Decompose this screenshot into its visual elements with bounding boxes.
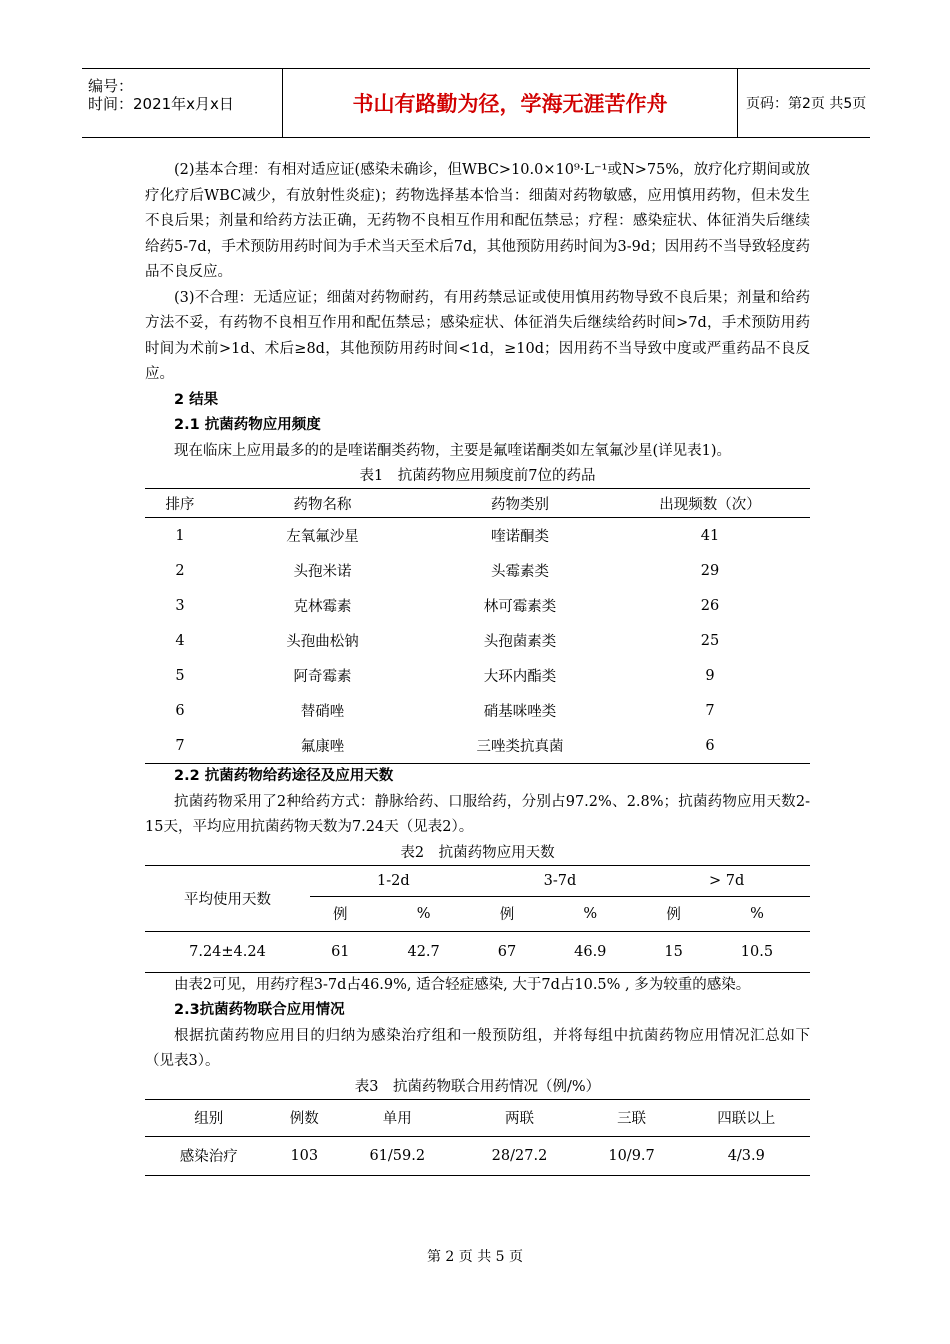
table-cell: 4/3.9 (727, 1147, 765, 1164)
document-body (145, 158, 810, 1176)
table1-header-cell: 药物类别 (430, 489, 610, 518)
heading-results: 2 结果 (174, 391, 219, 408)
table1-caption: 表1 抗菌药物应用频度前7位的药品 (359, 468, 596, 484)
table2-sub-header: 例 (310, 896, 371, 931)
table3-header-cell: 三联 (581, 1099, 683, 1136)
page-header (82, 68, 870, 138)
table-cell: 5 (175, 667, 185, 684)
table2-caption: 表2 抗菌药物应用天数 (400, 844, 555, 861)
table-cell: 克林霉素 (293, 599, 352, 615)
table-row (145, 623, 810, 658)
paragraph-unreasonable: (3)不合理：无适应证；细菌对药物耐药，有用药禁忌证或使用慎用药物导致不良后果；剂量和给药方法不妥，有药物不良相互作用和配伍禁忌；感染症状、体征消失后继续给药时间>7d，手术预防用药时间为术前>1d、术后≥8d，其他预防用药时间<1d，≥10d；因用药不当导致中度或严重药品不良反应。 (145, 289, 810, 382)
table-cell: 41 (700, 527, 720, 544)
table-cell: 7.24±4.24 (189, 943, 266, 960)
table-cell: 4 (175, 632, 185, 649)
table-cell: 左氧氟沙星 (286, 529, 359, 545)
paragraph-frequency: 现在临床上应用最多的的是喹诺酮类药物，主要是氟喹诺酮类如左氧氟沙星(详见表1)。 (174, 442, 732, 459)
table-cell: 头孢曲松钠 (286, 634, 359, 650)
table-row (145, 518, 810, 554)
header-page-number: 页码：第2页 共5页 (746, 96, 867, 112)
table2-group-header: > 7d (643, 865, 810, 896)
table-cell: 61/59.2 (369, 1147, 426, 1164)
table-combination-use (145, 1099, 810, 1176)
table-cell: 喹诺酮类 (491, 529, 549, 545)
table3-caption: 表3 抗菌药物联合用药情况（例/%） (354, 1078, 601, 1095)
table-cell: 7 (175, 737, 185, 754)
table-cell: 感染治疗 (179, 1149, 238, 1165)
table-cell: 阿奇霉素 (293, 669, 352, 685)
heading-2-2: 2.2 抗菌药物给药途径及应用天数 (174, 768, 394, 784)
table-cell: 大环内酯类 (483, 669, 557, 685)
paragraph-routes: 抗菌药物采用了2种给药方式：静脉给药、口服给药，分别占97.2%、2.8%；抗菌药物应用天数2-15天，平均应用抗菌药物天数为7.24天（见表2）。 (145, 793, 810, 835)
table-cell: 67 (497, 943, 517, 960)
table-cell: 氟康唑 (300, 739, 345, 755)
table-row (145, 693, 810, 728)
table-cell: 9 (705, 667, 715, 684)
paragraph-basic-reasonable: (2)基本合理：有相对适应证(感染未确诊，但WBC>10.0×10⁹·L⁻¹或N>75%，放疗化疗期间或放疗化疗后WBC减少，有放射性炎症)；药物选择基本恰当：细菌对药物敏感，应用慎用药物，但未发生不良后果；剂量和给药方法正确，无药物不良相互作用和配伍禁忌；疗程：感染症状、体征消失后继续给药5-7d，手术预防用药时间为手术当天至术后7d，其他预防用药时间为3-9d；因用药不当导致轻度药品不良反应。 (145, 162, 810, 280)
table2-row-header: 平均使用天数 (145, 865, 310, 931)
table-cell: 6 (705, 737, 715, 754)
table-cell: 头孢菌素类 (483, 634, 557, 650)
table2-sub-header: % (371, 896, 477, 931)
heading-2-1: 2.1 抗菌药物应用频度 (174, 417, 321, 433)
table-cell: 10/9.7 (608, 1147, 655, 1164)
table-row (145, 553, 810, 588)
table-cell: 28/27.2 (491, 1147, 548, 1164)
table-cell: 103 (290, 1147, 319, 1164)
document-number: 编号： (88, 77, 134, 95)
table1-header-cell: 出现频数（次） (610, 489, 810, 518)
document-date: 时间：2021年x月x日 (88, 95, 234, 113)
table3-header-cell: 两联 (458, 1099, 580, 1136)
table-cell: 硝基咪唑类 (483, 704, 557, 720)
table-row (145, 1136, 810, 1175)
table-cell: 61 (331, 943, 350, 960)
table2-sub-header: % (704, 896, 810, 931)
table3-header-cell: 例数 (272, 1099, 336, 1136)
table2-sub-header: 例 (477, 896, 538, 931)
table-cell: 林可霉素类 (483, 599, 557, 615)
paragraph-combination: 根据抗菌药物应用目的归纳为感染治疗组和一般预防组，并将每组中抗菌药物应用情况汇总如下（见表3）。 (145, 1027, 810, 1069)
table-cell: 25 (700, 632, 720, 649)
table1-header-cell: 排序 (145, 489, 215, 518)
table-cell: 替硝唑 (300, 704, 345, 720)
table3-header-cell: 四联以上 (683, 1099, 810, 1136)
table-cell: 10.5 (740, 943, 774, 960)
header-meta (82, 69, 282, 137)
table-cell: 头孢米诺 (293, 564, 352, 580)
table2-group-header: 3-7d (477, 865, 644, 896)
table-cell: 头霉素类 (491, 564, 549, 580)
table2-group-header: 1-2d (310, 865, 477, 896)
table-cell: 42.7 (407, 943, 440, 960)
table-cell: 29 (700, 562, 720, 579)
table-cell: 三唑类抗真菌 (476, 739, 564, 755)
table-cell: 46.9 (574, 943, 607, 960)
table-cell: 7 (705, 702, 715, 719)
table-row (145, 931, 810, 972)
table-drug-frequency (145, 488, 810, 764)
table-row (145, 658, 810, 693)
page-footer: 第 2 页 共 5 页 (426, 1249, 524, 1265)
table3-header-cell: 组别 (145, 1099, 272, 1136)
heading-2-3: 2.3抗菌药物联合应用情况 (174, 1002, 345, 1018)
table-cell: 15 (664, 943, 683, 960)
paragraph-table2-summary: 由表2可见，用药疗程3-7d占46.9%, 适合轻症感染, 大于7d占10.5% , 多为较重的感染。 (174, 976, 751, 993)
table1-header-cell: 药物名称 (215, 489, 430, 518)
table-cell: 1 (175, 527, 185, 544)
table-cell: 3 (175, 597, 185, 614)
table3-header-cell: 单用 (336, 1099, 458, 1136)
table-usage-days (145, 865, 810, 973)
table-cell: 2 (175, 562, 185, 579)
table-row (145, 588, 810, 623)
table2-sub-header: 例 (643, 896, 704, 931)
table-row (145, 728, 810, 764)
table-cell: 26 (700, 597, 720, 614)
table-cell: 6 (175, 702, 185, 719)
table2-sub-header: % (537, 896, 643, 931)
header-motto: 书山有路勤为径，学海无涯苦作舟 (282, 69, 738, 137)
